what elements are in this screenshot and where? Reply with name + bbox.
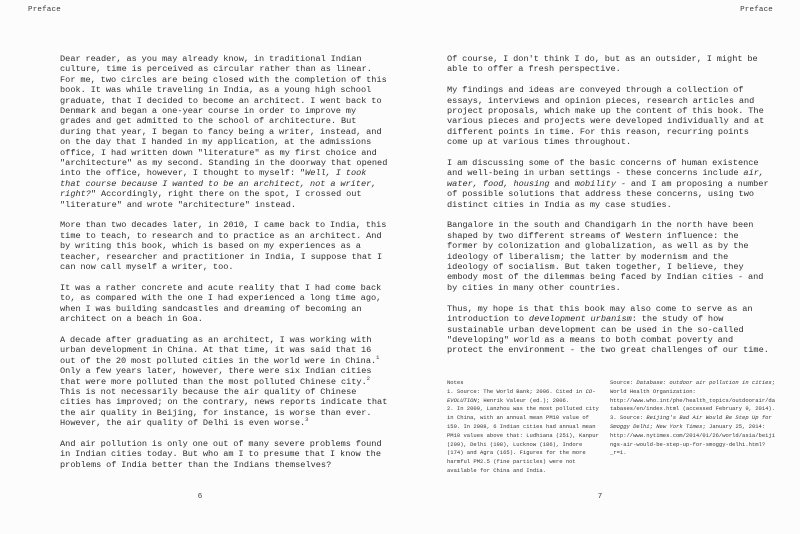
paragraph: A decade after graduating as an architect, I was working with urban development in China. At that time, it was said that 16 out of the 20 most polluted cities in the world were in China.$^1$ Only a few years later, however, there were six Indian cities that were more polluted than the most polluted Chinese city.$^2$ This is not necessarily because the air quality of Chinese cities has improved; on the contrary, news reports indicate that the air quality in Beijing, for instance, is worse than ever. However, the air quality of Delhi is even worse.$^3$: [60, 334, 388, 429]
notes-heading: Notes: [447, 379, 464, 386]
notes-section: [447, 379, 777, 476]
notes-column-2: [610, 379, 777, 476]
right-page-body: [447, 54, 769, 356]
paragraph: And air pollution is only one out of many severe problems found in Indian cities today. But who am I to presume that I know the problems of India better than the Indians themselves?: [60, 438, 382, 470]
right-page: [400, 0, 800, 534]
note-2: 2. In 2009, Lanzhou was the most polluted city in China, with an annual mean PM10 value of 150. In 2008, 6 Indian cities had annual mean PM10 values above that: Ludhiana (251), Kanpur (209), Delhi (198), Lucknow (186), Indore (174) and Agra (165). Figures for the more harmful PM2.5 (fine particles) were not available for China and India.: [447, 405, 599, 474]
paragraph: Thus, my hope is that this book may also come to serve as an introduction to development urbanism: the study of how sustainable urban development can be used in the so-called "developing" world as a means to both combat poverty and protect the environment - the two great challenges of our time.: [447, 303, 769, 356]
paragraph: More than two decades later, in 2010, I came back to India, this time to teach, to research and to practice as an architect. And by writing this book, which is based on my experiences as a teacher, researcher and practitioner in India, I suppose that I can now call myself a writer, too.: [60, 220, 387, 273]
page-number-right: 7: [597, 493, 603, 501]
paragraph: Bangalore in the south and Chandigarh in the north have been shaped by two different streams of Western influence: the former by colonization and globalization, as well as by the ideology of liberalism; the latter by modernism and the ideology of socialism. But taken together, I believe, they embody most of the dilemmas being faced by Indian cities - and by cities in many other countries.: [447, 220, 764, 293]
page-number-left: 6: [197, 493, 203, 501]
note-1: 1. Source: The World Bank; 2006. Cited in CO-EVOLUTION; Henrik Valeur (ed.); 2006.: [447, 387, 596, 404]
paragraph: I am discussing some of the basic concerns of human existence and well-being in urban settings - these concerns include air, water, food, housing and mobility - and I am proposing a number of possible solutions that address these concerns, using two distinct cities in India as my case studies.: [447, 158, 769, 210]
notes-column-1: [447, 379, 602, 476]
paragraph: It was a rather concrete and acute reality that I had come back to, as compared with the one I had experienced a long time ago, when I was building sandcastles and dreaming of becoming an architect on a beach in Goa.: [60, 282, 382, 325]
paragraph: Of course, I don't think I do, but as an outsider, I might be able to offer a fresh perspective.: [447, 54, 758, 75]
running-head-right: Preface: [740, 6, 773, 14]
left-page-body: [60, 54, 390, 470]
running-head-left: Preface: [28, 6, 61, 14]
note-2-continued: Source: Database: outdoor air pollution in cities; World Health Organization: http://www.who.int/phe/health_topics/outdoorair/databases/en/index.html (accessed February 9, 2014).: [610, 379, 776, 413]
paragraph: My findings and ideas are conveyed through a collection of essays, interviews and opinion pieces, research articles and project proposals, which make up the content of this book. The various pieces and projects were developed individually and at different points in time. For this reason, recurring points come up at various times throughout.: [447, 85, 765, 148]
paragraph: Dear reader, as you may already know, in traditional Indian culture, time is perceived as circular rather than as linear. For me, two circles are being closed with the completion of this book. It was while traveling in India, as a young high school graduate, that I decided to become an architect. I went back to Denmark and began a one-year course in order to improve my grades and get admitted to the school of architecture. But during that year, I began to fancy being a writer, instead, and on the day that I handed in my application, at the admissions office, I had written down "literature" as my first choice and "architecture" as my second. Standing in the doorway that opened into the office, however, I thought to myself: "Well, I took that course because I wanted to be an architect, not a writer, right?" Accordingly, right there on the spot, I crossed out "literature" and wrote "architecture" instead.: [60, 54, 388, 210]
note-3: 3. Source: Beijing's Bad Air Would Be Step Up for Smoggy Delhi; New York Times; January 25, 2014: http://www.nytimes.com/2014/01/26/world/asia/beijings-air-would-be-step-up-for-smoggy-delhi.html?_r=1.: [610, 414, 776, 457]
